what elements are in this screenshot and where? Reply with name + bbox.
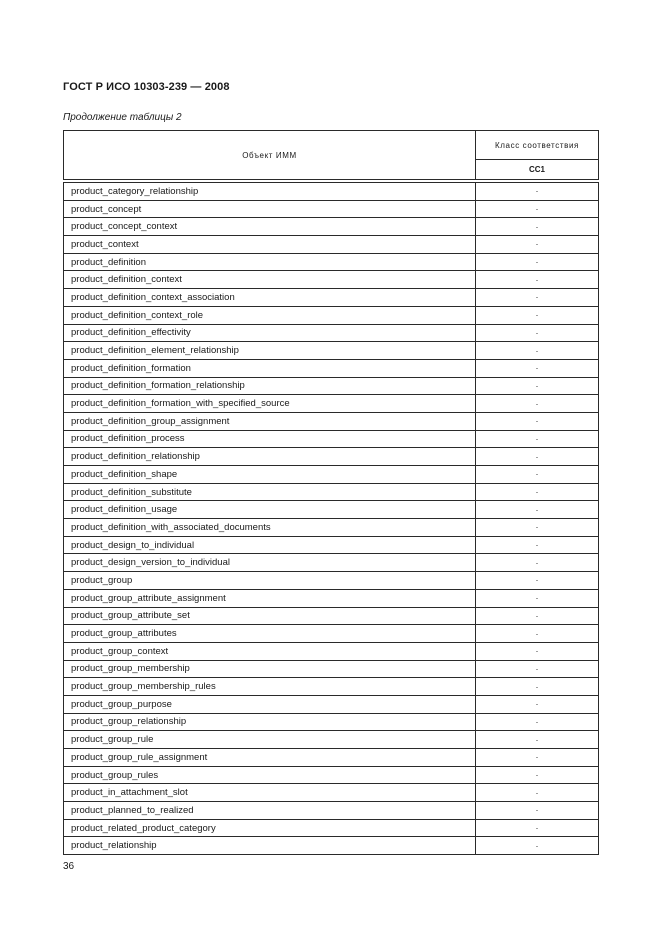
object-name-cell: product_group_attributes: [64, 625, 476, 643]
table-row: [64, 625, 599, 643]
table-row: [64, 519, 599, 537]
conformance-mark-cell: ·: [476, 749, 599, 767]
object-name-cell: product_context: [64, 236, 476, 254]
object-name-cell: product_definition_group_assignment: [64, 412, 476, 430]
table-row: [64, 501, 599, 519]
conformance-mark-cell: ·: [476, 554, 599, 572]
object-name-cell: product_design_to_individual: [64, 536, 476, 554]
table-row: [64, 784, 599, 802]
conformance-mark-cell: ·: [476, 271, 599, 289]
conformance-mark-cell: ·: [476, 306, 599, 324]
conformance-mark-cell: ·: [476, 784, 599, 802]
table-row: [64, 660, 599, 678]
object-name-cell: product_definition: [64, 253, 476, 271]
object-name-cell: product_definition_formation_with_specified_source: [64, 395, 476, 413]
object-name-cell: product_group_attribute_assignment: [64, 589, 476, 607]
conformance-mark-cell: ·: [476, 837, 599, 855]
object-name-cell: product_definition_context_association: [64, 289, 476, 307]
conformance-mark-cell: ·: [476, 395, 599, 413]
column-header-cc1: CC1: [476, 160, 599, 180]
conformance-mark-cell: ·: [476, 448, 599, 466]
conformance-mark-cell: ·: [476, 501, 599, 519]
conformance-mark-cell: ·: [476, 625, 599, 643]
conformance-mark-cell: ·: [476, 695, 599, 713]
conformance-mark-cell: ·: [476, 218, 599, 236]
table-row: [64, 589, 599, 607]
conformance-mark-cell: ·: [476, 483, 599, 501]
table-row: [64, 554, 599, 572]
object-name-cell: product_group_attribute_set: [64, 607, 476, 625]
object-name-cell: product_definition_element_relationship: [64, 342, 476, 360]
conformance-mark-cell: ·: [476, 183, 599, 201]
object-name-cell: product_group: [64, 572, 476, 590]
conformance-mark-cell: ·: [476, 359, 599, 377]
conformance-mark-cell: ·: [476, 589, 599, 607]
conformance-mark-cell: ·: [476, 466, 599, 484]
table-row: [64, 607, 599, 625]
table-row: [64, 766, 599, 784]
conformance-mark-cell: ·: [476, 412, 599, 430]
table-row: [64, 324, 599, 342]
object-name-cell: product_concept: [64, 200, 476, 218]
object-name-cell: product_definition_context: [64, 271, 476, 289]
table-row: [64, 306, 599, 324]
object-name-cell: product_planned_to_realized: [64, 802, 476, 820]
conformance-mark-cell: ·: [476, 766, 599, 784]
conformance-mark-cell: ·: [476, 200, 599, 218]
table-row: [64, 342, 599, 360]
object-name-cell: product_group_rule_assignment: [64, 749, 476, 767]
object-name-cell: product_relationship: [64, 837, 476, 855]
object-name-cell: product_group_membership: [64, 660, 476, 678]
table-row: [64, 289, 599, 307]
conformance-mark-cell: ·: [476, 713, 599, 731]
conformance-mark-cell: ·: [476, 236, 599, 254]
object-name-cell: product_definition_relationship: [64, 448, 476, 466]
table-body: [64, 183, 599, 855]
object-name-cell: product_design_version_to_individual: [64, 554, 476, 572]
document-title: ГОСТ Р ИСО 10303-239 — 2008: [63, 81, 230, 93]
table-row: [64, 678, 599, 696]
table-row: [64, 183, 599, 201]
conformance-mark-cell: ·: [476, 289, 599, 307]
table-caption: Продолжение таблицы 2: [63, 112, 182, 123]
conformance-mark-cell: ·: [476, 430, 599, 448]
table-row: [64, 466, 599, 484]
conformance-mark-cell: ·: [476, 536, 599, 554]
table-row: [64, 430, 599, 448]
object-name-cell: product_category_relationship: [64, 183, 476, 201]
object-name-cell: product_definition_process: [64, 430, 476, 448]
object-name-cell: product_in_attachment_slot: [64, 784, 476, 802]
conformance-mark-cell: ·: [476, 342, 599, 360]
object-name-cell: product_definition_usage: [64, 501, 476, 519]
object-name-cell: product_definition_shape: [64, 466, 476, 484]
table-row: [64, 749, 599, 767]
object-name-cell: product_definition_formation: [64, 359, 476, 377]
object-name-cell: product_group_context: [64, 642, 476, 660]
conformance-mark-cell: ·: [476, 731, 599, 749]
object-name-cell: product_related_product_category: [64, 819, 476, 837]
table-row: [64, 253, 599, 271]
table-row: [64, 819, 599, 837]
object-name-cell: product_group_membership_rules: [64, 678, 476, 696]
table-row: [64, 218, 599, 236]
conformance-mark-cell: ·: [476, 678, 599, 696]
object-name-cell: product_definition_substitute: [64, 483, 476, 501]
table-row: [64, 731, 599, 749]
table-row: [64, 642, 599, 660]
table-row: [64, 713, 599, 731]
object-name-cell: product_concept_context: [64, 218, 476, 236]
conformance-mark-cell: ·: [476, 642, 599, 660]
conformance-mark-cell: ·: [476, 802, 599, 820]
table-row: [64, 271, 599, 289]
conformance-mark-cell: ·: [476, 572, 599, 590]
table-row: [64, 448, 599, 466]
object-name-cell: product_group_rules: [64, 766, 476, 784]
object-name-cell: product_definition_formation_relationship: [64, 377, 476, 395]
column-header-class: Класс соответствия: [476, 131, 599, 160]
object-name-cell: product_group_purpose: [64, 695, 476, 713]
conformance-mark-cell: ·: [476, 660, 599, 678]
table-row: [64, 359, 599, 377]
table-row: [64, 200, 599, 218]
conformance-mark-cell: ·: [476, 519, 599, 537]
conformance-mark-cell: ·: [476, 819, 599, 837]
table-row: [64, 572, 599, 590]
table-row: [64, 695, 599, 713]
conformance-mark-cell: ·: [476, 377, 599, 395]
object-name-cell: product_definition_with_associated_documents: [64, 519, 476, 537]
table-row: [64, 837, 599, 855]
conformance-table: [63, 130, 599, 855]
object-name-cell: product_definition_context_role: [64, 306, 476, 324]
table-row: [64, 536, 599, 554]
table-row: [64, 377, 599, 395]
column-header-object: Объект ИММ: [64, 131, 476, 180]
conformance-mark-cell: ·: [476, 607, 599, 625]
table-row: [64, 412, 599, 430]
object-name-cell: product_group_relationship: [64, 713, 476, 731]
object-name-cell: product_group_rule: [64, 731, 476, 749]
conformance-mark-cell: ·: [476, 324, 599, 342]
object-name-cell: product_definition_effectivity: [64, 324, 476, 342]
table-row: [64, 483, 599, 501]
page-number: 36: [63, 861, 75, 872]
conformance-mark-cell: ·: [476, 253, 599, 271]
table-row: [64, 802, 599, 820]
table-row: [64, 395, 599, 413]
table-row: [64, 236, 599, 254]
